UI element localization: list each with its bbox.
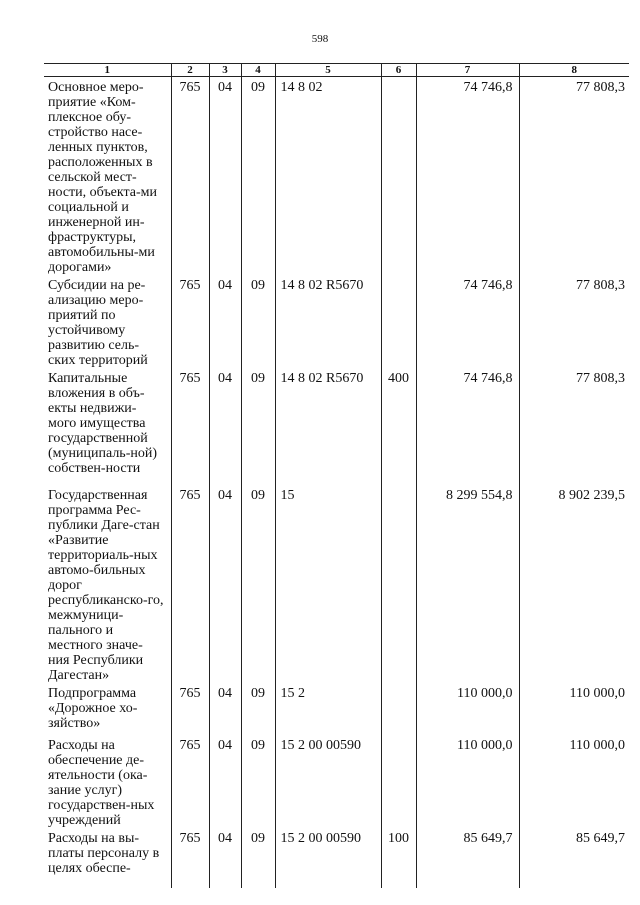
row-section: 04	[209, 368, 241, 485]
row-amount-col8: 85 649,7	[519, 828, 629, 888]
row-expense-type	[381, 485, 416, 683]
row-name: Расходы на вы-платы персоналу в целях обеспе-	[48, 831, 160, 876]
row-target-article: 15 2 00 00590	[275, 735, 381, 828]
row-section: 04	[209, 828, 241, 888]
row-amount-col7: 74 746,8	[416, 275, 519, 368]
row-expense-type	[381, 275, 416, 368]
column-header: 1	[44, 64, 171, 77]
row-amount-col7: 74 746,8	[416, 368, 519, 485]
row-amount-col7: 8 299 554,8	[416, 485, 519, 683]
column-header: 6	[381, 64, 416, 77]
row-code: 765	[171, 735, 209, 828]
row-name: Государственная программа Рес-публики Даге-стан «Развитие территориаль-ных автомо-бильных дорог республиканско-го, межмуници-пального и местного значе-ния Республики Дагестан»	[48, 488, 164, 683]
row-expense-type: 400	[381, 368, 416, 485]
row-expense-type: 100	[381, 828, 416, 888]
row-amount-col8: 110 000,0	[519, 735, 629, 828]
row-target-article: 15 2	[275, 683, 381, 735]
row-code: 765	[171, 828, 209, 888]
row-expense-type	[381, 683, 416, 735]
page-number: 598	[311, 33, 329, 45]
table-row	[44, 735, 629, 828]
row-amount-col8: 8 902 239,5	[519, 485, 629, 683]
column-header: 3	[209, 64, 241, 77]
row-target-article: 15	[275, 485, 381, 683]
column-header: 4	[241, 64, 275, 77]
row-expense-type	[381, 735, 416, 828]
column-header: 7	[416, 64, 519, 77]
row-subsection: 09	[241, 368, 275, 485]
row-target-article: 14 8 02	[275, 77, 381, 276]
row-name: Подпрограмма «Дорожное хо-зяйство»	[48, 686, 138, 731]
row-section: 04	[209, 485, 241, 683]
column-header: 8	[519, 64, 629, 77]
row-section: 04	[209, 77, 241, 276]
row-subsection: 09	[241, 275, 275, 368]
column-header: 5	[275, 64, 381, 77]
row-amount-col8: 77 808,3	[519, 368, 629, 485]
row-amount-col8: 110 000,0	[519, 683, 629, 735]
row-subsection: 09	[241, 683, 275, 735]
table-row	[44, 368, 629, 485]
row-subsection: 09	[241, 485, 275, 683]
row-subsection: 09	[241, 828, 275, 888]
row-amount-col8: 77 808,3	[519, 77, 629, 276]
row-code: 765	[171, 485, 209, 683]
budget-table	[44, 63, 629, 888]
row-amount-col7: 110 000,0	[416, 683, 519, 735]
table-row	[44, 683, 629, 735]
row-code: 765	[171, 275, 209, 368]
row-target-article: 15 2 00 00590	[275, 828, 381, 888]
row-code: 765	[171, 368, 209, 485]
row-code: 765	[171, 77, 209, 276]
row-amount-col7: 74 746,8	[416, 77, 519, 276]
table-row	[44, 275, 629, 368]
table-header-row	[44, 64, 629, 77]
row-target-article: 14 8 02 R5670	[275, 368, 381, 485]
row-expense-type	[381, 77, 416, 276]
row-subsection: 09	[241, 735, 275, 828]
row-target-article: 14 8 02 R5670	[275, 275, 381, 368]
row-amount-col7: 85 649,7	[416, 828, 519, 888]
row-name: Расходы на обеспечение де-ятельности (ока-зание услуг) государствен-ных учреждений	[48, 738, 155, 828]
row-section: 04	[209, 683, 241, 735]
row-amount-col7: 110 000,0	[416, 735, 519, 828]
row-section: 04	[209, 275, 241, 368]
row-name: Основное меро-приятие «Ком-плексное обу-стройство насе-ленных пунктов, расположенных в сельской мест-ности, объекта-ми социальной и инженерной ин-фраструктуры, автомобильны-ми дорогами»	[48, 80, 158, 275]
row-name: Субсидии на ре-ализацию меро-приятий по устойчивому развитию сель-ских территорий	[48, 278, 148, 368]
row-code: 765	[171, 683, 209, 735]
row-subsection: 09	[241, 77, 275, 276]
table-row	[44, 485, 629, 683]
row-amount-col8: 77 808,3	[519, 275, 629, 368]
table-row	[44, 828, 629, 888]
row-name: Капитальные вложения в объ-екты недвижи-мого имущества государственной (муниципаль-ной) собствен-ности	[48, 371, 157, 476]
column-header: 2	[171, 64, 209, 77]
row-section: 04	[209, 735, 241, 828]
table-row	[44, 77, 629, 276]
